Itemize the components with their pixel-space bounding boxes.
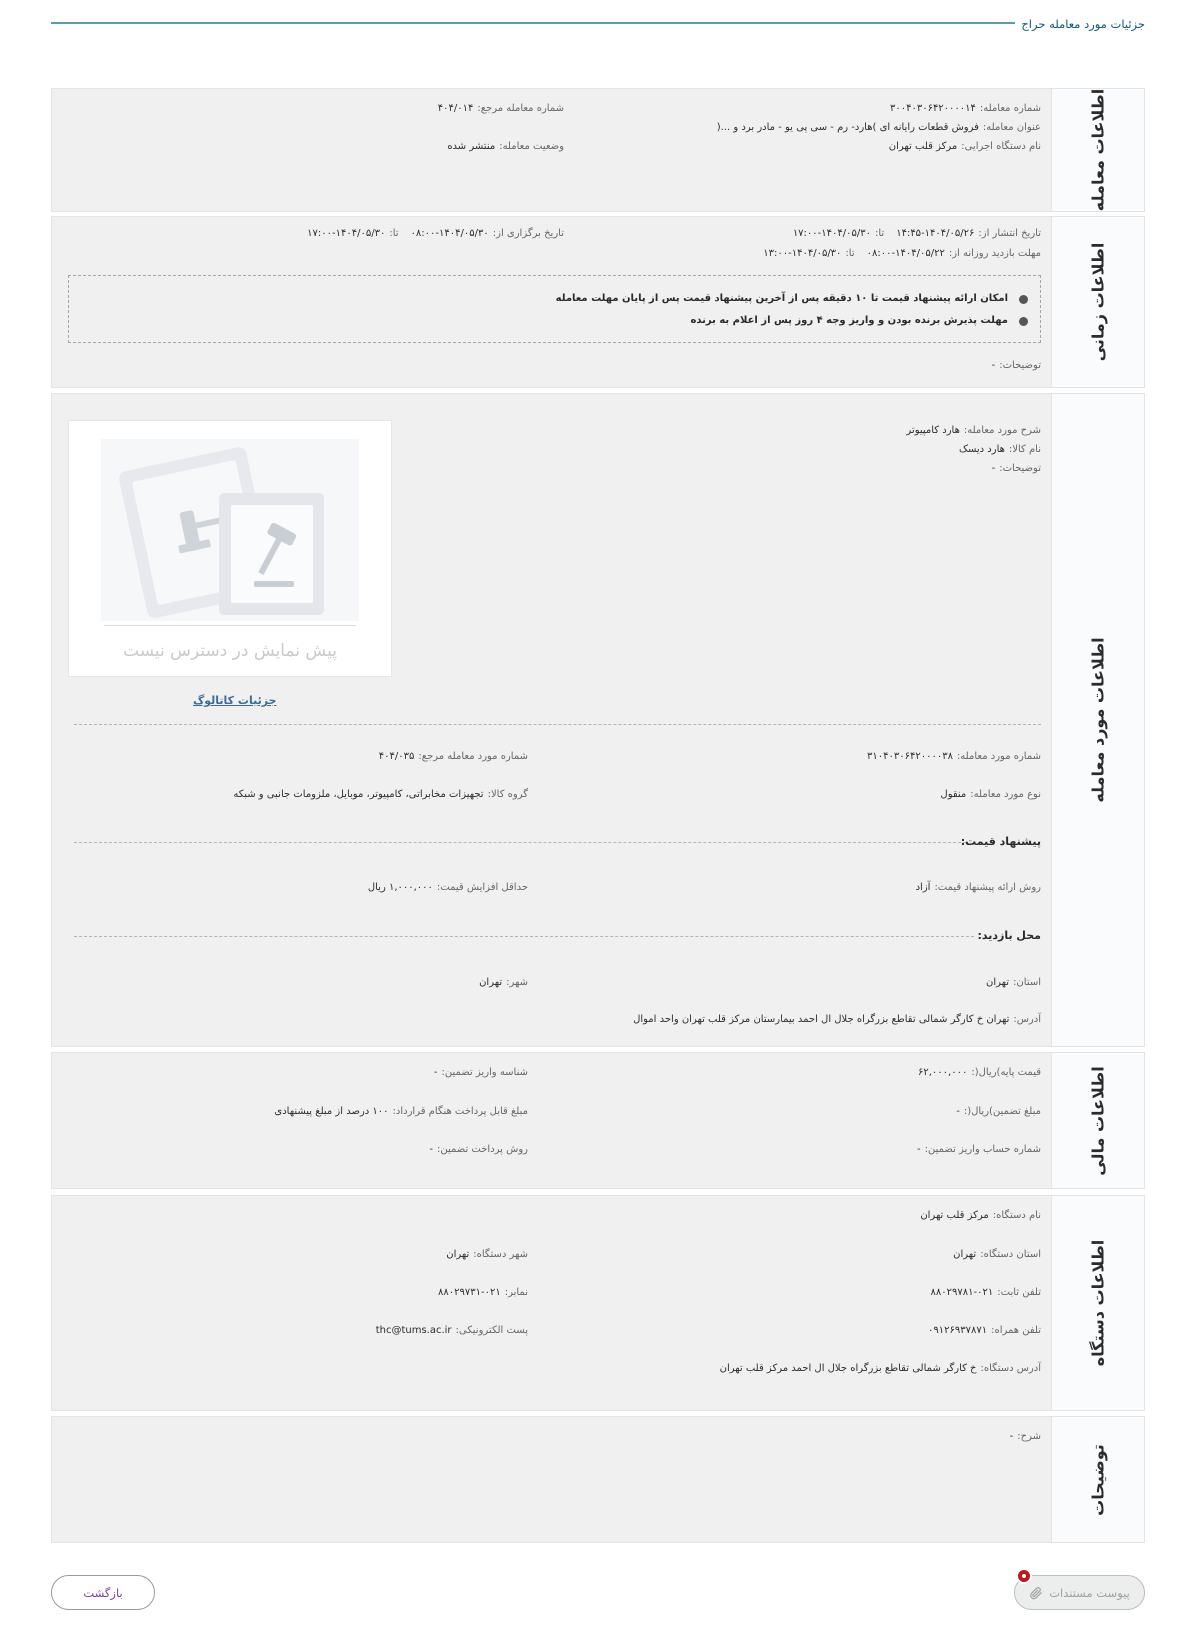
preview-unavailable-text: پیش نمایش در دسترس نیست bbox=[123, 641, 337, 661]
org-province-field: استان دستگاه:تهران bbox=[953, 1249, 1041, 1260]
visit-place-divider bbox=[74, 936, 974, 937]
notes-side bbox=[1051, 1417, 1144, 1542]
notes-description-field: شرح:- bbox=[1009, 1431, 1041, 1442]
header-divider bbox=[51, 22, 1015, 24]
deal-info-heading: اطلاعات معامله bbox=[1088, 88, 1108, 212]
org-info-section bbox=[51, 1195, 1145, 1411]
offer-method-field: روش ارائه پیشنهاد قیمت:آزاد bbox=[915, 882, 1041, 893]
publish-date-field: تاریخ انتشار از:۱۴۰۴/۰۵/۲۶-۱۴:۴۵تا:۱۴۰۴/۰۵/۳۰-۱۷:۰۰ bbox=[792, 228, 1041, 239]
price-offer-divider bbox=[74, 842, 966, 843]
org-phone-field: تلفن ثابت:۰۲۱-۸۸۰۲۹۷۸۱ bbox=[930, 1287, 1041, 1298]
item-description-field: توضیحات:- bbox=[991, 463, 1041, 474]
deal-title-field: عنوان معامله:فروش قطعات رایانه ای )هارد- رم - سی پی یو - مادر برد و ...( bbox=[716, 122, 1041, 133]
section-divider bbox=[74, 724, 1041, 725]
attach-documents-label: پیوست مستندات bbox=[1049, 1585, 1130, 1600]
base-price-field: قیمت پایه)ریال(:۶۲,۰۰۰,۰۰۰ bbox=[918, 1067, 1041, 1078]
org-mobile-field: تلفن همراه:۰۹۱۲۶۹۳۷۸۷۱ bbox=[928, 1325, 1041, 1336]
goods-group-field: گروه کالا:تجهیزات مخابراتی، کامپیوتر، موبایل، ملزومات جانبی و شبکه bbox=[233, 789, 528, 800]
guarantee-amount-field: مبلغ تضمین)ریال(:- bbox=[956, 1106, 1041, 1117]
item-ref-number-field: شماره مورد معامله مرجع:۴۰۴/۰۳۵ bbox=[378, 751, 528, 762]
item-type-field: نوع مورد معامله:منقول bbox=[940, 789, 1041, 800]
page-header bbox=[51, 16, 1145, 36]
time-info-heading: اطلاعات زمانی bbox=[1088, 242, 1108, 362]
preview-image-placeholder bbox=[68, 420, 392, 677]
gavel-illustration-icon bbox=[69, 421, 391, 621]
min-increase-field: حداقل افزایش قیمت:۱,۰۰۰,۰۰۰ ریال bbox=[367, 882, 528, 893]
item-info-section bbox=[51, 393, 1145, 1047]
notes-heading: توضیحات bbox=[1088, 1443, 1108, 1516]
visit-address-field: آدرس:تهران خ کارگر شمالی تقاطع بزرگراه جلال ال احمد بیمارستان مرکز قلب تهران واحد اموال bbox=[633, 1014, 1041, 1025]
guarantee-account-field: شماره حساب واریز تضمین:- bbox=[917, 1144, 1041, 1155]
org-email-field: پست الکترونیکی:thc@tums.ac.ir bbox=[375, 1325, 528, 1336]
time-info-side bbox=[1051, 217, 1144, 387]
org-address-field: آدرس دستگاه:خ کارگر شمالی تقاطع بزرگراه جلال ال احمد مرکز قلب تهران bbox=[719, 1363, 1041, 1374]
back-button[interactable]: بازگشت bbox=[51, 1575, 155, 1610]
bullet-icon bbox=[1019, 317, 1028, 326]
deal-info-section bbox=[51, 88, 1145, 212]
visit-place-heading: محل بازدید: bbox=[977, 929, 1041, 942]
org-fax-field: نمابر:۰۲۱-۸۸۰۲۹۷۳۱ bbox=[438, 1287, 528, 1298]
price-offer-heading: پیشنهاد قیمت: bbox=[960, 835, 1041, 848]
deal-info-side bbox=[1051, 89, 1144, 211]
deal-number-field: شماره معامله:۳۰۰۴۰۳۰۶۴۲۰۰۰۰۱۴ bbox=[889, 103, 1041, 114]
paperclip-icon bbox=[1029, 1586, 1043, 1600]
org-info-heading: اطلاعات دستگاه bbox=[1088, 1239, 1108, 1367]
finance-info-section bbox=[51, 1052, 1145, 1189]
finance-info-side bbox=[1051, 1053, 1144, 1188]
time-info-section bbox=[51, 216, 1145, 388]
org-city-field: شهر دستگاه:تهران bbox=[446, 1249, 528, 1260]
deal-status-field: وضعیت معامله:منتشر شده bbox=[447, 141, 564, 152]
deal-ref-number-field: شماره معامله مرجع:۴۰۴/۰۱۴ bbox=[437, 103, 564, 114]
item-number-field: شماره مورد معامله:۳۱۰۴۰۳۰۶۴۲۰۰۰۰۳۸ bbox=[867, 751, 1041, 762]
notification-badge bbox=[1016, 1568, 1032, 1584]
item-summary-field: شرح مورد معامله:هارد کامپیوتر bbox=[906, 425, 1041, 436]
org-name-field: نام دستگاه اجرایی:مرکز قلب تهران bbox=[888, 141, 1041, 152]
visit-city-field: شهر:تهران bbox=[479, 977, 528, 988]
held-date-field: تاریخ برگزاری از:۱۴۰۴/۰۵/۳۰-۰۸:۰۰تا:۱۴۰۴/۰۵/۳۰-۱۷:۰۰ bbox=[307, 228, 564, 239]
org-info-side bbox=[1051, 1196, 1144, 1410]
item-info-side bbox=[1051, 394, 1144, 1046]
goods-name-field: نام کالا:هارد دیسک bbox=[959, 444, 1041, 455]
preview-divider bbox=[104, 625, 356, 626]
condition-note: مهلت پذیرش برنده بودن و واریز وجه ۴ روز پس از اعلام به برنده bbox=[690, 315, 1028, 326]
org-name-field: نام دستگاه:مرکز قلب تهران bbox=[920, 1210, 1041, 1221]
visit-province-field: استان:تهران bbox=[986, 977, 1041, 988]
visit-time-field: مهلت بازدید روزانه از:۱۴۰۴/۰۵/۲۲-۰۸:۰۰تا:۱۴۰۴/۰۵/۳۰-۱۳:۰۰ bbox=[763, 248, 1041, 259]
contract-payment-field: مبلغ قابل پرداخت هنگام قرارداد:۱۰۰ درصد از مبلغ پیشنهادی bbox=[274, 1106, 528, 1117]
conditions-box bbox=[68, 275, 1041, 343]
guarantee-pay-method-field: روش پرداخت تضمین:- bbox=[429, 1144, 528, 1155]
condition-note: امکان ارائه پیشنهاد قیمت تا ۱۰ دقیقه پس از آخرین پیشنهاد قیمت پس از پایان مهلت معامله bbox=[556, 293, 1028, 304]
guarantee-id-field: شناسه واریز تضمین:- bbox=[433, 1067, 528, 1078]
page-title: جزئیات مورد معامله حراج bbox=[1021, 17, 1145, 31]
time-description-field: توضیحات:- bbox=[991, 360, 1041, 371]
bullet-icon bbox=[1019, 295, 1028, 304]
finance-info-heading: اطلاعات مالی bbox=[1088, 1065, 1108, 1176]
attach-documents-button[interactable] bbox=[1014, 1575, 1145, 1610]
catalog-details-link[interactable]: جزئیات کاتالوگ bbox=[193, 694, 277, 707]
notes-section bbox=[51, 1416, 1145, 1543]
item-info-heading: اطلاعات مورد معامله bbox=[1088, 637, 1108, 803]
